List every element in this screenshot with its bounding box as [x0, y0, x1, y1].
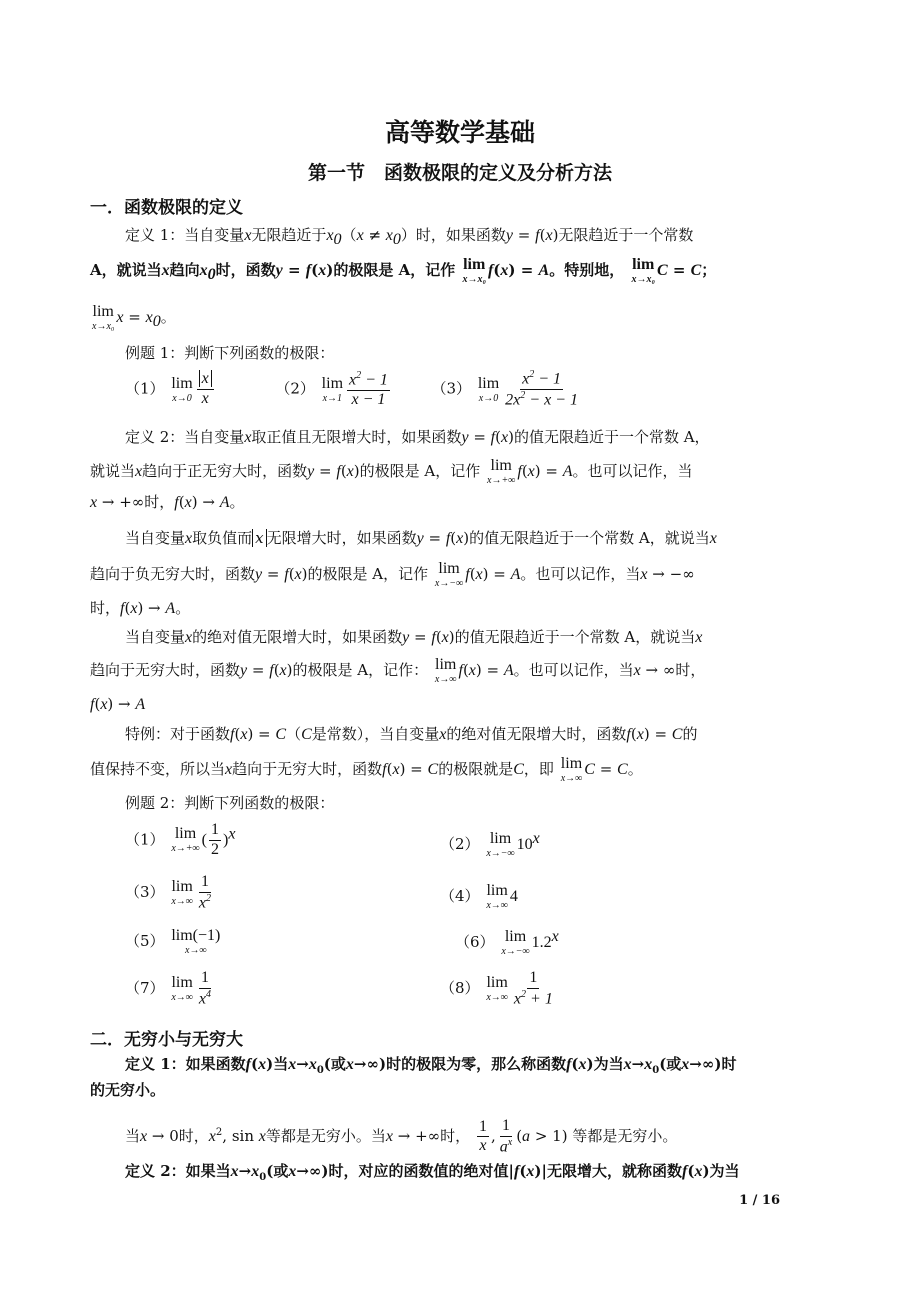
example2-item-1: （1） lim x→+∞ ( $\frac{1}{2}$ )$^x$: [125, 821, 236, 858]
example2-item-8: （8） lim x→∞ $\frac{1}{x^2 + 1}$: [440, 969, 553, 1008]
def2-line2: 就说当x趋向于正无穷大时，函数y = f(x)的极限是 A，记作 lim x→+∞ f(x) = A。也可以记作，当: [90, 457, 693, 486]
def2b-line3: 时，f(x) → A。: [90, 599, 191, 617]
page-number: 1 / 16: [739, 1193, 780, 1208]
example2-item-2: （2） lim x→−∞ 10$^x$: [440, 830, 540, 859]
example2-item-6: （6） lim x→−∞ 1.2$^x$: [455, 928, 559, 957]
example2-item-3: （3） lim x→∞ $\frac{1}{x^2}$: [125, 873, 212, 912]
example2-item-7: （7） lim x→∞ $\frac{1}{x^4}$: [125, 969, 212, 1008]
example2-item-5: （5） lim(−1) x→∞: [125, 927, 221, 956]
page-title: 高等数学基础: [384, 118, 535, 147]
inf-def1-line2: 的无穷小。: [90, 1081, 166, 1099]
section-heading-1: 一．函数极限的定义: [90, 198, 243, 218]
def2c-line3: f(x) → A: [90, 695, 146, 713]
def1-line1: 定义 1：当自变量x无限趋近于$x_0(x \ne x_0)$时，如果函数y = f(x)无限趋近于一个常数: [125, 226, 694, 248]
section-subtitle: 第一节 函数极限的定义及分析方法: [307, 162, 612, 184]
example2-item-4: （4） lim x→∞ 4: [440, 882, 518, 911]
def2b-line2: 趋向于负无穷大时，函数y = f(x)的极限是 A，记作 lim x→−∞ f(x) = A。也可以记作，当x → −∞: [90, 560, 695, 589]
special-line1: 特例：对于函数f(x) = C（C是常数），当自变量x的绝对值无限增大时，函数f(x) = C的: [125, 725, 698, 743]
def2-line1: 定义 2：当自变量x取正值且无限增大时，如果函数y = f(x)的值无限趋近于一个常数 A，: [125, 428, 710, 446]
inf-def2-line1: 定义 2：如果当$x\to x_0$(或x→∞)时，对应的函数值的绝对值|f(x)|无限增大，就称函数f(x)为当: [125, 1162, 740, 1183]
example1-items: （1） lim x→0 $\frac{x}{x}$ （2） lim x→1 $\frac{x^2 - 1}{x - 1}$ （3） lim x→0 $\frac{x^2 - 1}{2x^2 - x - 1}$: [125, 369, 578, 409]
def1-line2: A，就说当x趋向$x_0$时，函数y = f(x)的极限是 A，记作 lim x→x₀ f(x) = A。特别地， lim x→x₀ C = C；: [90, 256, 717, 285]
def2c-line2: 趋向于无穷大时，函数y = f(x)的极限是 A，记作： lim x→∞ f(x) = A。也可以记作，当x → ∞时，: [90, 656, 706, 685]
special-line2: 值保持不变，所以当x趋向于无穷大时，函数f(x) = C的极限就是C，即 lim x→∞ C = C。: [90, 755, 643, 784]
example1-label: 例题 1：判断下列函数的极限：: [125, 344, 335, 362]
example2-label: 例题 2：判断下列函数的极限：: [125, 794, 335, 812]
def2-line3: x → +∞时，f(x) → A。: [90, 493, 245, 511]
def2c-line1: 当自变量x的绝对值无限增大时，如果函数y = f(x)的值无限趋近于一个常数 A，就说当x: [125, 628, 703, 646]
def2b-line1: 当自变量x取负值而 x 无限增大时，如果函数y = f(x)的值无限趋近于一个常数 A，就说当x: [125, 529, 717, 547]
def1-line3: lim x→x₀ $x = x_0$。: [92, 303, 176, 332]
inf-def1-line1: 定义 1：如果函数f(x)当$x\to x_0$(或x→∞)时的极限为零，那么称函数f(x)为当$x\to x_0$(或x→∞)时: [125, 1055, 737, 1076]
inf-example-line: 当x → 0时，$x^2$, sin x等都是无穷小。当x → +∞时， $\frac{1}{x}$ , $\frac{1}{a^x}$ (a > 1) 等都是无穷小。: [125, 1117, 678, 1156]
section-heading-2: 二．无穷小与无穷大: [90, 1030, 243, 1050]
